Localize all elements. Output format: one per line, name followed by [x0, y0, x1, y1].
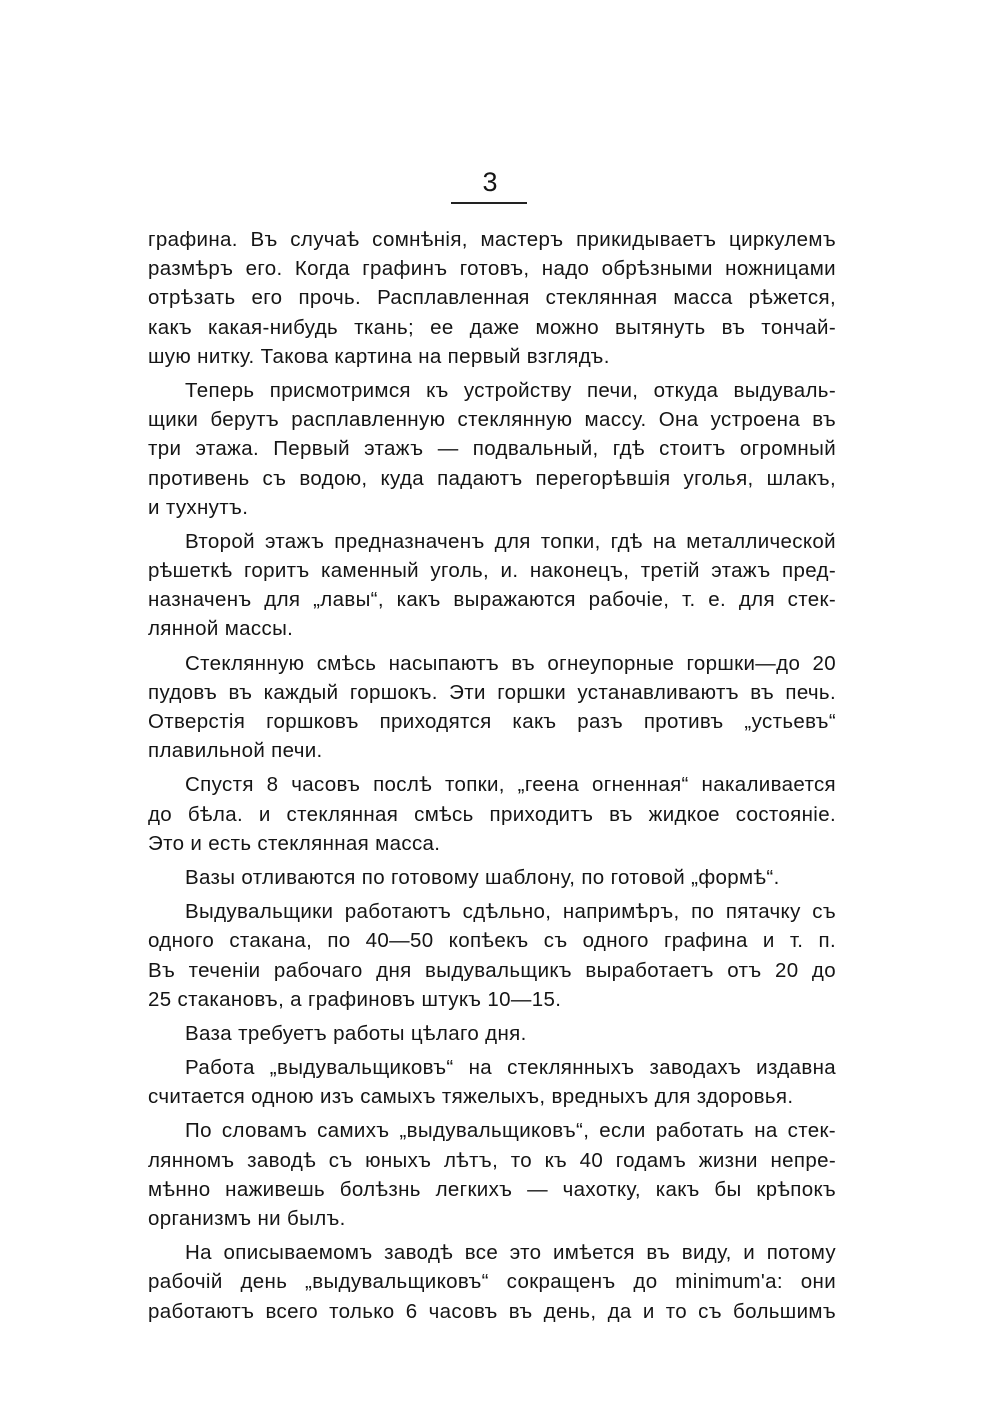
- text-line: Стеклянную смѣсь насыпаютъ въ огнеупорные горшки—до 20: [185, 651, 836, 675]
- text-line: Второй этажъ предназначенъ для топки, гдѣ на металлической: [185, 529, 836, 553]
- text-line: шую нитку. Такова картина на первый взглядъ.: [148, 344, 610, 368]
- text-line: Вазы отливаются по готовому шаблону, по готовой „формѣ“.: [185, 865, 780, 889]
- paragraph: [148, 863, 836, 892]
- text-line: Выдувальщики работаютъ сдѣльно, напримѣръ, по пятачку съ: [185, 900, 836, 924]
- text-line: пудовъ въ каждый горшокъ. Эти горшки устанавливаютъ въ печь.: [148, 680, 836, 704]
- text-line: На описываемомъ заводѣ все это имѣется въ виду, и потому: [185, 1241, 836, 1265]
- text-line: Работа „выдувальщиковъ“ на стеклянныхъ заводахъ издавна: [185, 1056, 836, 1080]
- text-line: организмъ ни былъ.: [148, 1207, 346, 1230]
- text-line: противень съ водою, куда падаютъ перегорѣвшія уголья, шлакъ,: [148, 466, 836, 490]
- page-number-rule: [451, 202, 527, 204]
- text-line: размѣръ его. Когда графинъ готовъ, надо обрѣзными ножницами: [148, 257, 836, 281]
- text-line: одного стакана, по 40—50 копѣекъ съ одного графина и т. п.: [148, 929, 836, 953]
- paragraph: [148, 1019, 836, 1048]
- text-line: Въ теченіи рабочаго дня выдувальщикъ выработаетъ отъ 20 до: [148, 958, 836, 982]
- text-line: мѣнно наживешь болѣзнь легкихъ — чахотку, какъ бы крѣпокъ: [148, 1177, 836, 1201]
- paragraph: [148, 1053, 836, 1111]
- paragraph: [148, 527, 836, 644]
- paragraph: [148, 770, 836, 858]
- text-line: рѣшеткѣ горитъ каменный уголь, и. наконецъ, третій этажъ пред-: [148, 559, 836, 583]
- page-number: 3: [482, 167, 498, 197]
- text-line: лянной массы.: [148, 617, 294, 641]
- text-line: до бѣла. и стеклянная смѣсь приходитъ въ жидкое состояніе.: [148, 802, 836, 826]
- text-line: Теперь присмотримся къ устройству печи, откуда выдуваль-: [185, 378, 836, 402]
- text-line: считается одною изъ самыхъ тяжелыхъ, вредныхъ для здоровья.: [148, 1085, 794, 1109]
- text-line: и тухнутъ.: [148, 495, 249, 519]
- text-line: отрѣзать его прочь. Расплавленная стеклянная масса рѣжется,: [148, 286, 836, 310]
- paragraph: [148, 897, 836, 1014]
- text-line: Ваза требуетъ работы цѣлаго дня.: [185, 1021, 527, 1045]
- text-line: Спустя 8 часовъ послѣ топки, „геена огненная“ накаливается: [185, 773, 836, 797]
- text-line: рабочій день „выдувальщиковъ“ сокращенъ до minimum'а: они: [148, 1270, 836, 1294]
- body-text: [148, 225, 836, 1331]
- text-line: лянномъ заводѣ съ юныхъ лѣтъ, то къ 40 годамъ жизни непре-: [148, 1148, 836, 1172]
- paragraph: [148, 1116, 836, 1233]
- text-line: плавильной печи.: [148, 739, 323, 763]
- text-line: графина. Въ случаѣ сомнѣнія, мастеръ прикидываетъ циркулемъ: [148, 228, 836, 251]
- text-line: три этажа. Первый этажъ — подвальный, гдѣ стоитъ огромный: [148, 437, 836, 461]
- paragraph: [148, 225, 836, 371]
- text-line: щики берутъ расплавленную стеклянную массу. Она устроена въ: [148, 408, 836, 432]
- text-line: По словамъ самихъ „выдувальщиковъ“, если работать на стек-: [185, 1119, 836, 1143]
- paragraph: [148, 649, 836, 766]
- text-line: назначенъ для „лавы“, какъ выражаются рабочіе, т. е. для стек-: [148, 588, 836, 612]
- text-line: Это и есть стеклянная масса.: [148, 831, 441, 855]
- text-line: 25 стакановъ, а графиновъ штукъ 10—15.: [148, 987, 562, 1011]
- paragraph: [148, 1238, 836, 1326]
- text-line: Отверстія горшковъ приходятся какъ разъ противъ „устьевъ“: [148, 710, 836, 733]
- text-line: работаютъ всего только 6 часовъ въ день, да и то съ большимъ: [148, 1299, 836, 1323]
- text-line: какъ какая-нибудь ткань; ее даже можно вытянуть въ тончай-: [148, 315, 836, 339]
- paragraph: [148, 376, 836, 522]
